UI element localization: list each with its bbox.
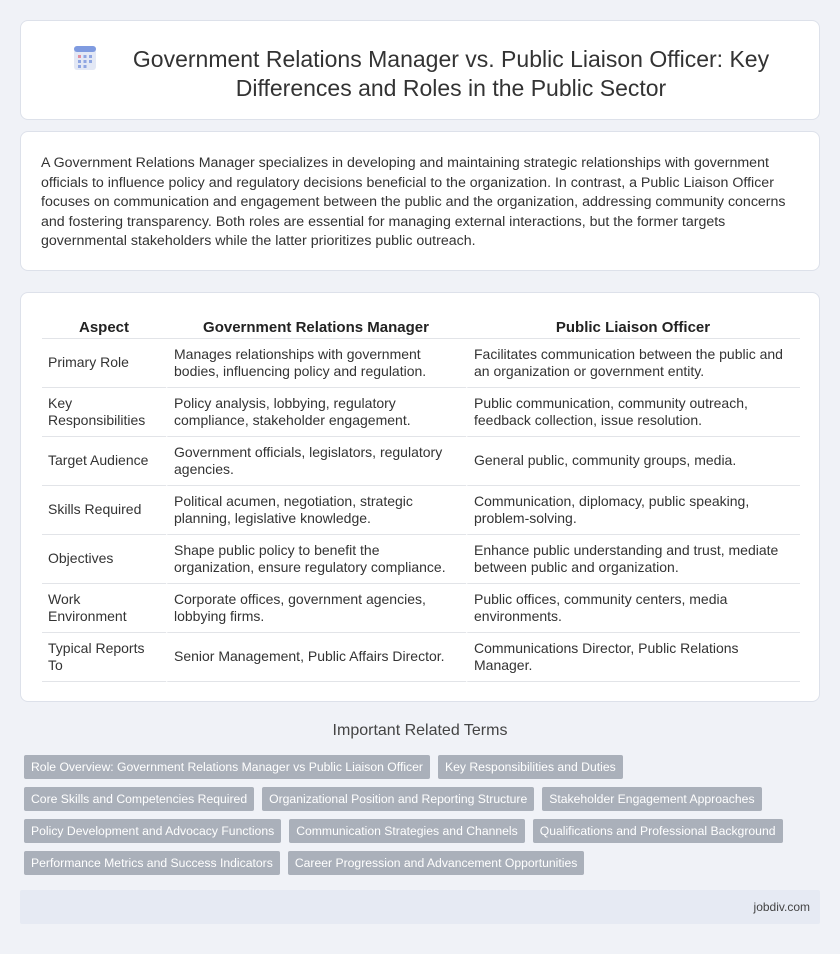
table-cell: Manages relationships with government bodies, influencing policy and regulation. <box>166 339 466 388</box>
related-term-tag[interactable]: Performance Metrics and Success Indicators <box>24 851 280 875</box>
table-cell: Shape public policy to benefit the organization, ensure regulatory compliance. <box>166 535 466 584</box>
related-term-tag[interactable]: Organizational Position and Reporting Structure <box>262 787 534 811</box>
table-cell-aspect: Key Responsibilities <box>42 388 166 437</box>
table-header-row <box>42 315 800 339</box>
comparison-table <box>42 315 800 682</box>
table-cell: Corporate offices, government agencies, lobbying firms. <box>166 584 466 633</box>
table-cell: Enhance public understanding and trust, mediate between public and organization. <box>466 535 800 584</box>
table-cell: Communication, diplomacy, public speaking, problem-solving. <box>466 486 800 535</box>
footer-site-link[interactable]: jobdiv.com <box>753 900 810 914</box>
table-cell-aspect: Objectives <box>42 535 166 584</box>
related-term-tag[interactable]: Core Skills and Competencies Required <box>24 787 254 811</box>
table-cell: Facilitates communication between the public and an organization or government entity. <box>466 339 800 388</box>
tag-row <box>24 819 804 851</box>
table-cell: Political acumen, negotiation, strategic planning, legislative knowledge. <box>166 486 466 535</box>
related-terms-list <box>24 755 804 883</box>
table-row <box>42 486 800 535</box>
table-cell: Policy analysis, lobbying, regulatory compliance, stakeholder engagement. <box>166 388 466 437</box>
intro-card <box>20 131 820 271</box>
related-term-tag[interactable]: Qualifications and Professional Background <box>533 819 783 843</box>
table-cell-aspect: Skills Required <box>42 486 166 535</box>
tag-row <box>24 755 804 787</box>
tag-row <box>24 851 804 883</box>
table-row <box>42 633 800 682</box>
comparison-card <box>20 292 820 702</box>
table-cell-aspect: Primary Role <box>42 339 166 388</box>
table-row <box>42 388 800 437</box>
title-card <box>20 20 820 120</box>
table-cell-aspect: Target Audience <box>42 437 166 486</box>
column-header-aspect: Aspect <box>42 315 166 339</box>
page-title: Government Relations Manager vs. Public Liaison Officer: Key Differences and Roles in the Public Sector <box>132 46 770 101</box>
table-cell: Government officials, legislators, regulatory agencies. <box>166 437 466 486</box>
related-term-tag[interactable]: Stakeholder Engagement Approaches <box>542 787 761 811</box>
table-cell-aspect: Work Environment <box>42 584 166 633</box>
table-row <box>42 584 800 633</box>
column-header-government-relations-manager: Government Relations Manager <box>166 315 466 339</box>
column-header-public-liaison-officer: Public Liaison Officer <box>466 315 800 339</box>
related-term-tag[interactable]: Key Responsibilities and Duties <box>438 755 623 779</box>
table-row <box>42 535 800 584</box>
related-term-tag[interactable]: Communication Strategies and Channels <box>289 819 525 843</box>
related-term-tag[interactable]: Policy Development and Advocacy Functions <box>24 819 281 843</box>
table-cell: Public communication, community outreach, feedback collection, issue resolution. <box>466 388 800 437</box>
table-row <box>42 437 800 486</box>
table-cell: General public, community groups, media. <box>466 437 800 486</box>
table-cell: Senior Management, Public Affairs Director. <box>166 633 466 682</box>
related-term-tag[interactable]: Career Progression and Advancement Opportunities <box>288 851 585 875</box>
table-cell: Communications Director, Public Relations Manager. <box>466 633 800 682</box>
tag-row <box>24 787 804 819</box>
related-term-tag[interactable]: Role Overview: Government Relations Manager vs Public Liaison Officer <box>24 755 430 779</box>
footer <box>20 890 820 924</box>
table-cell: Public offices, community centers, media environments. <box>466 584 800 633</box>
related-terms-heading: Important Related Terms <box>332 722 508 739</box>
table-row <box>42 339 800 388</box>
table-cell-aspect: Typical Reports To <box>42 633 166 682</box>
intro-paragraph: A Government Relations Manager specializes in developing and maintaining strategic relationships with government officials to influence policy and regulatory decisions beneficial to the organization. In contrast, a Public Liaison Officer focuses on communication and engagement between the public and the organization, addressing community concerns and fostering transparency. Both roles are essential for managing external interactions, but the former targets governmental stakeholders while the latter prioritizes public outreach. <box>41 155 786 250</box>
